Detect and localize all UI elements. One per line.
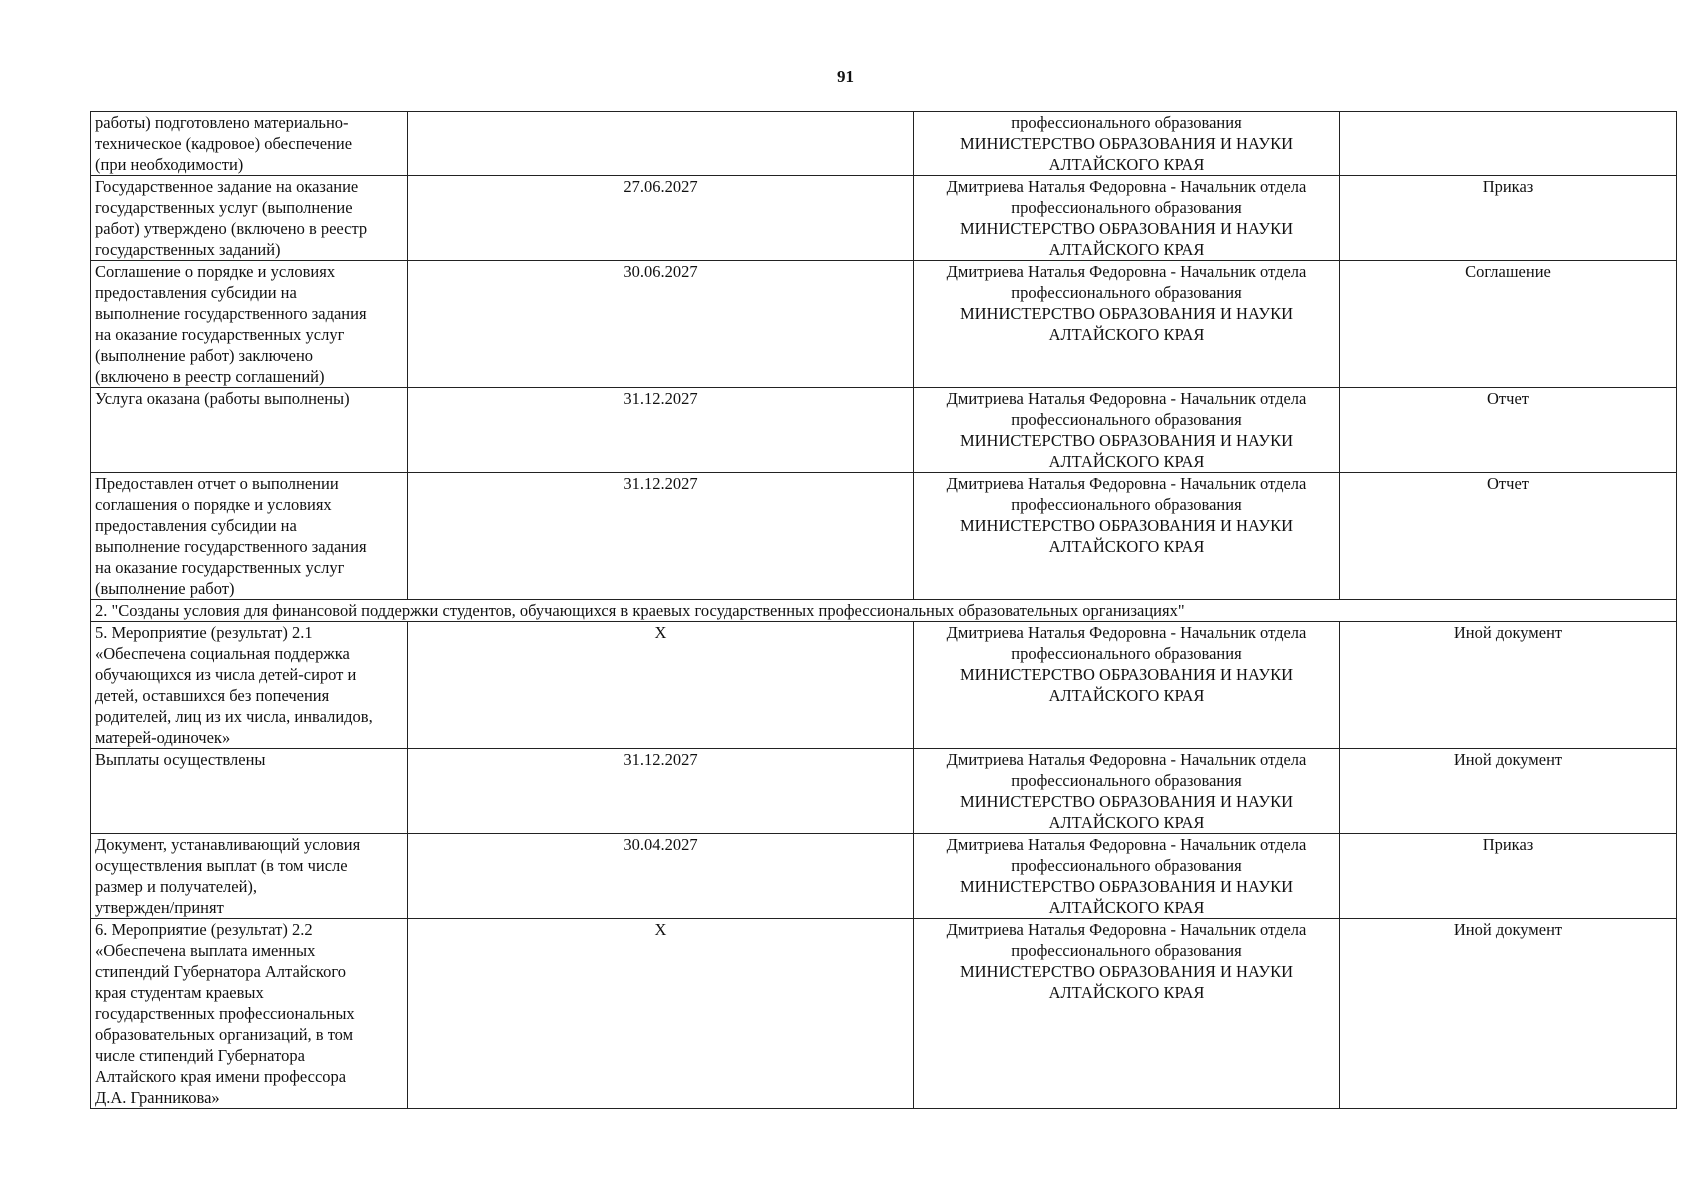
cell-document	[1340, 112, 1677, 176]
cell-name: Выплаты осуществлены	[91, 749, 408, 834]
table-row	[91, 622, 1677, 749]
cell-date: 30.06.2027	[408, 261, 914, 388]
cell-document: Отчет	[1340, 473, 1677, 600]
cell-date	[408, 112, 914, 176]
page-number: 91	[837, 67, 854, 86]
cell-responsible: Дмитриева Наталья Федоровна - Начальник отдела профессионального образования МИНИСТЕРСТВО ОБРАЗОВАНИЯ И НАУКИ АЛТАЙСКОГО КРАЯ	[914, 261, 1340, 388]
table-row	[91, 112, 1677, 176]
table-row	[91, 261, 1677, 388]
control-points-table	[90, 111, 1677, 1109]
section-heading: 2. "Созданы условия для финансовой поддержки студентов, обучающихся в краевых государственных профессиональных образовательных организациях"	[91, 600, 1677, 622]
cell-document: Приказ	[1340, 176, 1677, 261]
cell-responsible: Дмитриева Наталья Федоровна - Начальник отдела профессионального образования МИНИСТЕРСТВО ОБРАЗОВАНИЯ И НАУКИ АЛТАЙСКОГО КРАЯ	[914, 622, 1340, 749]
cell-document: Соглашение	[1340, 261, 1677, 388]
cell-responsible: Дмитриева Наталья Федоровна - Начальник отдела профессионального образования МИНИСТЕРСТВО ОБРАЗОВАНИЯ И НАУКИ АЛТАЙСКОГО КРАЯ	[914, 176, 1340, 261]
cell-name: 5. Мероприятие (результат) 2.1 «Обеспечена социальная поддержка обучающихся из числа детей-сирот и детей, оставшихся без попечения родителей, лиц из их числа, инвалидов, матерей-одиночек»	[91, 622, 408, 749]
cell-name: Соглашение о порядке и условиях предоставления субсидии на выполнение государственного задания на оказание государственных услуг (выполнение работ) заключено (включено в реестр соглашений)	[91, 261, 408, 388]
table-row	[91, 834, 1677, 919]
cell-date: 31.12.2027	[408, 388, 914, 473]
cell-responsible: профессионального образования МИНИСТЕРСТВО ОБРАЗОВАНИЯ И НАУКИ АЛТАЙСКОГО КРАЯ	[914, 112, 1340, 176]
cell-document: Отчет	[1340, 388, 1677, 473]
cell-date: X	[408, 622, 914, 749]
cell-responsible: Дмитриева Наталья Федоровна - Начальник отдела профессионального образования МИНИСТЕРСТВО ОБРАЗОВАНИЯ И НАУКИ АЛТАЙСКОГО КРАЯ	[914, 388, 1340, 473]
cell-document: Приказ	[1340, 834, 1677, 919]
cell-name: Государственное задание на оказание государственных услуг (выполнение работ) утверждено (включено в реестр государственных заданий)	[91, 176, 408, 261]
cell-responsible: Дмитриева Наталья Федоровна - Начальник отдела профессионального образования МИНИСТЕРСТВО ОБРАЗОВАНИЯ И НАУКИ АЛТАЙСКОГО КРАЯ	[914, 473, 1340, 600]
cell-document: Иной документ	[1340, 919, 1677, 1109]
table-row	[91, 176, 1677, 261]
cell-name: Услуга оказана (работы выполнены)	[91, 388, 408, 473]
cell-name: Предоставлен отчет о выполнении соглашения о порядке и условиях предоставления субсидии на выполнение государственного задания на оказание государственных услуг (выполнение работ)	[91, 473, 408, 600]
cell-date: 31.12.2027	[408, 473, 914, 600]
cell-document: Иной документ	[1340, 622, 1677, 749]
cell-name: Документ, устанавливающий условия осуществления выплат (в том числе размер и получателей), утвержден/принят	[91, 834, 408, 919]
cell-date: X	[408, 919, 914, 1109]
table-row	[91, 749, 1677, 834]
cell-name: работы) подготовлено материально- техническое (кадровое) обеспечение (при необходимости)	[91, 112, 408, 176]
cell-name: 6. Мероприятие (результат) 2.2 «Обеспечена выплата именных стипендий Губернатора Алтайского края студентам краевых государственных профессиональных образовательных организаций, в том числе стипендий Губернатора Алтайского края имени профессора Д.А. Гранникова»	[91, 919, 408, 1109]
cell-responsible: Дмитриева Наталья Федоровна - Начальник отдела профессионального образования МИНИСТЕРСТВО ОБРАЗОВАНИЯ И НАУКИ АЛТАЙСКОГО КРАЯ	[914, 919, 1340, 1109]
cell-date: 30.04.2027	[408, 834, 914, 919]
table-row	[91, 473, 1677, 600]
section-row	[91, 600, 1677, 622]
cell-document: Иной документ	[1340, 749, 1677, 834]
table-row	[91, 388, 1677, 473]
cell-date: 27.06.2027	[408, 176, 914, 261]
cell-responsible: Дмитриева Наталья Федоровна - Начальник отдела профессионального образования МИНИСТЕРСТВО ОБРАЗОВАНИЯ И НАУКИ АЛТАЙСКОГО КРАЯ	[914, 834, 1340, 919]
cell-date: 31.12.2027	[408, 749, 914, 834]
table-row	[91, 919, 1677, 1109]
cell-responsible: Дмитриева Наталья Федоровна - Начальник отдела профессионального образования МИНИСТЕРСТВО ОБРАЗОВАНИЯ И НАУКИ АЛТАЙСКОГО КРАЯ	[914, 749, 1340, 834]
